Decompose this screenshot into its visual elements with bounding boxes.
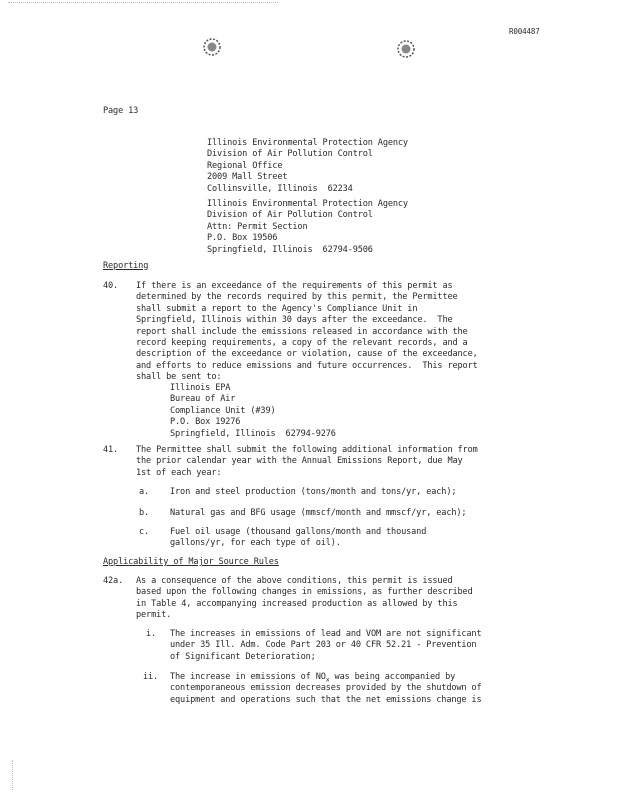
paragraph-line: If there is an exceedance of the requirements of this permit as — [136, 281, 453, 291]
address-springfield — [207, 199, 408, 256]
document-id: R004487 — [509, 27, 540, 36]
section-heading-reporting: Reporting — [103, 261, 149, 271]
list-item-line: gallons/yr, for each type of oil). — [170, 538, 341, 549]
list-item-label: a. — [139, 487, 150, 497]
paragraph-line: 1st of each year: — [136, 467, 222, 478]
nox-text-pre: The increase in emissions of NO — [170, 672, 326, 682]
paragraph-line: report shall include the emissions released in accordance with the — [136, 326, 468, 337]
section-heading-applicability: Applicability of Major Source Rules — [103, 557, 279, 567]
address-line: Illinois Environmental Protection Agency — [207, 138, 408, 148]
list-item-text — [170, 508, 466, 519]
condition-41-text — [136, 445, 478, 479]
nox-subscript: x — [325, 675, 330, 684]
punch-hole-left-icon — [201, 36, 223, 58]
list-item-text — [170, 672, 481, 706]
list-item-line: Fuel oil usage (thousand gallons/month and thousand — [170, 527, 427, 537]
address-line: Bureau of Air — [170, 394, 236, 405]
paragraph-line: based upon the following changes in emissions, as further described — [136, 587, 473, 598]
address-line: P.O. Box 19276 — [170, 417, 241, 428]
list-item-line: under 35 Ill. Adm. Code Part 203 or 40 CFR 52.21 - Prevention — [170, 640, 477, 651]
address-line: P.O. Box 19506 — [207, 233, 278, 244]
list-item-text — [170, 527, 426, 550]
paragraph-line: The Permittee shall submit the following additional information from — [136, 445, 478, 455]
list-item-line: Iron and steel production (tons/month and tons/yr, each); — [170, 487, 457, 497]
paragraph-line: As a consequence of the above conditions, this permit is issued — [136, 576, 453, 586]
list-item-line: contemporaneous emission decreases provided by the shutdown of — [170, 683, 482, 694]
scan-edge-top — [8, 2, 278, 3]
address-line: Regional Office — [207, 160, 283, 171]
list-item-text — [170, 487, 456, 498]
list-item-label: i. — [146, 629, 157, 639]
list-item-line: equipment and operations such that the net emissions change is — [170, 694, 482, 705]
paragraph-line: description of the exceedance or violation, cause of the exceedance, — [136, 349, 478, 360]
page-label: Page 13 — [103, 106, 139, 116]
condition-number: 40. — [103, 281, 119, 291]
address-line: Springfield, Illinois 62794-9276 — [170, 428, 336, 439]
list-item-text — [170, 629, 481, 663]
address-line: Compliance Unit (#39) — [170, 405, 276, 416]
list-item-label: b. — [139, 508, 150, 518]
paragraph-line: and efforts to reduce emissions and future occurrences. This report — [136, 360, 478, 371]
address-line: Attn: Permit Section — [207, 221, 308, 232]
nox-text-post: was being accompanied by — [329, 672, 456, 682]
address-line: Springfield, Illinois 62794-9506 — [207, 244, 373, 255]
address-line: Division of Air Pollution Control — [207, 149, 373, 160]
condition-40-text — [136, 281, 478, 384]
list-item-line — [170, 672, 481, 683]
address-line: Illinois EPA — [170, 383, 231, 393]
list-item-label: c. — [139, 527, 150, 537]
paragraph-line: in Table 4, accompanying increased production as allowed by this — [136, 598, 458, 609]
address-line: Illinois Environmental Protection Agency — [207, 199, 408, 209]
list-item-label: ii. — [143, 672, 159, 682]
list-item-line: The increases in emissions of lead and VOM are not significant — [170, 629, 482, 639]
address-line: Division of Air Pollution Control — [207, 210, 373, 221]
condition-number: 42a. — [103, 576, 124, 586]
address-line: Collinsville, Illinois 62234 — [207, 183, 353, 194]
punch-hole-right-icon — [395, 38, 417, 60]
scan-edge-left — [12, 760, 13, 790]
address-compliance-unit — [170, 383, 336, 440]
address-line: 2009 Mall Street — [207, 172, 288, 183]
paragraph-line: permit. — [136, 610, 172, 621]
condition-42a-text — [136, 576, 473, 622]
condition-number: 41. — [103, 445, 119, 455]
paragraph-line: shall submit a report to the Agency's Compliance Unit in — [136, 303, 418, 314]
paragraph-line: Springfield, Illinois within 30 days after the exceedance. The — [136, 315, 453, 326]
paragraph-line: record keeping requirements, a copy of the relevant records, and a — [136, 338, 468, 349]
paragraph-line: shall be sent to: — [136, 372, 222, 383]
paragraph-line: determined by the records required by this permit, the Permittee — [136, 292, 458, 303]
list-item-line: Natural gas and BFG usage (mmscf/month and mmscf/yr, each); — [170, 508, 467, 518]
paragraph-line: the prior calendar year with the Annual Emissions Report, due May — [136, 456, 463, 467]
list-item-line: of Significant Deterioration; — [170, 651, 316, 662]
address-regional-office — [207, 138, 408, 195]
